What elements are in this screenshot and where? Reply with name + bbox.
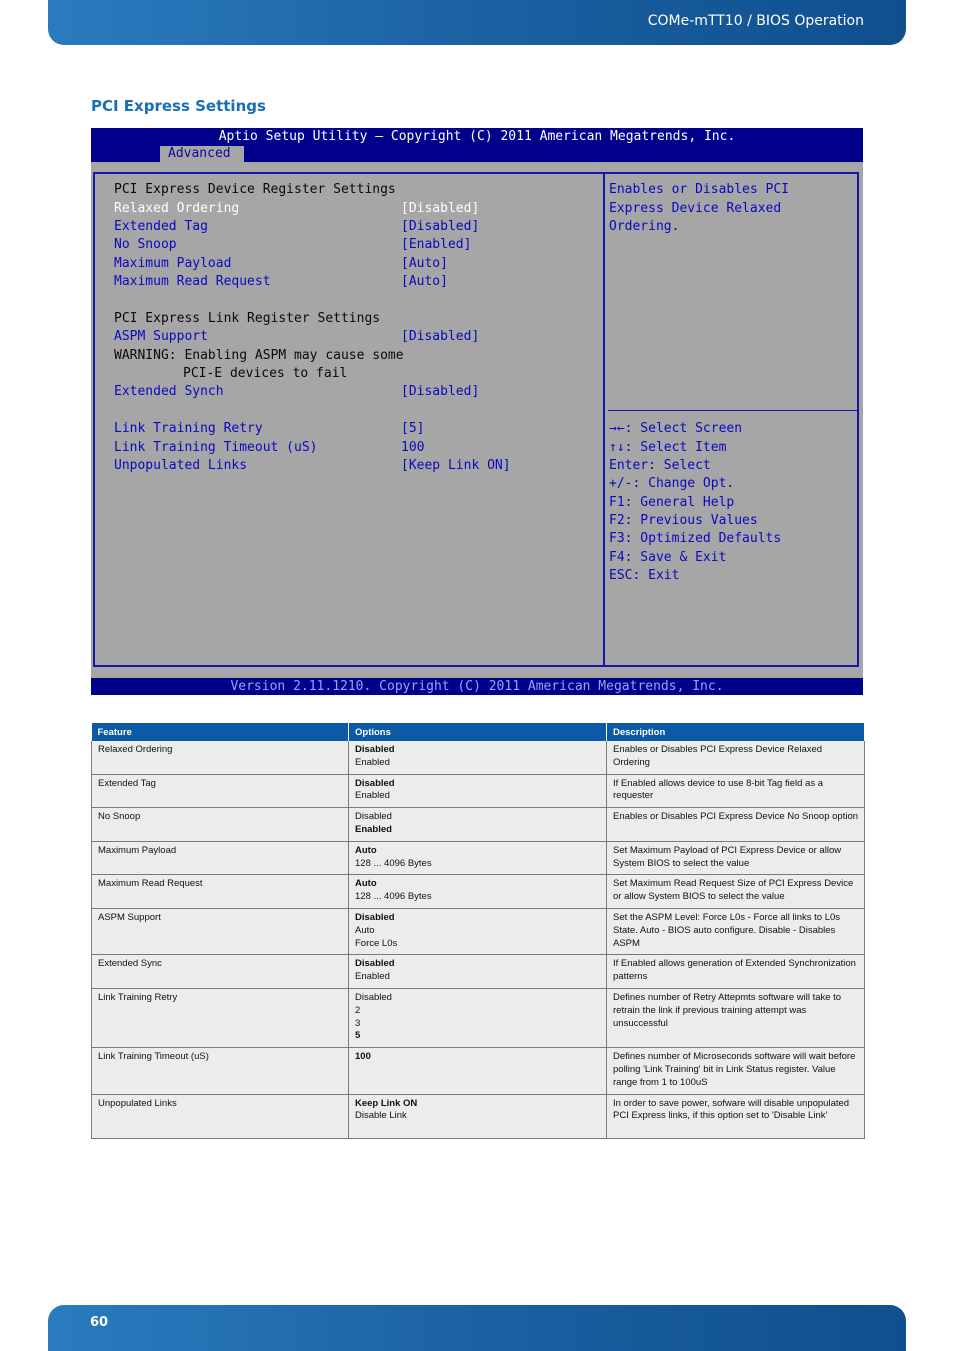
description-cell: Set Maximum Read Request Size of PCI Express Device or allow System BIOS to select the value [607, 875, 865, 909]
key-hint-f2: F2: Previous Values [609, 513, 758, 528]
feature-cell: Link Training Timeout (uS) [92, 1048, 349, 1094]
default-option: Auto [355, 878, 377, 890]
value-extended-synch[interactable]: [Disabled] [401, 384, 480, 399]
key-hint-enter: Enter: Select [609, 458, 711, 473]
default-option: Disabled [355, 911, 395, 923]
value-aspm-support[interactable]: [Disabled] [401, 329, 480, 344]
option: Disabled [355, 811, 392, 823]
value-relaxed-ordering[interactable]: [Disabled] [401, 201, 480, 216]
bios-title-bar [91, 128, 863, 162]
options-cell [349, 774, 607, 808]
key-hint-esc: ESC: Exit [609, 568, 680, 583]
help-text-line: Ordering. [609, 219, 680, 234]
value-maximum-payload[interactable]: [Auto] [401, 256, 448, 271]
options-cell [349, 741, 607, 774]
options-cell [349, 1094, 607, 1138]
option: Enabled [355, 790, 390, 802]
table-row [92, 955, 865, 989]
table-row [92, 908, 865, 954]
feature-cell: Maximum Read Request [92, 875, 349, 909]
description-cell: Set the ASPM Level: Force L0s - Force all links to L0s State. Auto - BIOS auto configure. Disable - Disables ASPM [607, 908, 865, 954]
options-cell [349, 875, 607, 909]
link-settings-heading: PCI Express Link Register Settings [114, 311, 381, 326]
bios-help-separator [608, 410, 857, 411]
tab-advanced[interactable]: Advanced [160, 146, 244, 162]
key-hint-change-opt: +/-: Change Opt. [609, 476, 735, 491]
menu-item-extended-synch[interactable]: Extended Synch [114, 384, 224, 399]
table-row [92, 875, 865, 909]
table-header-row [92, 723, 865, 741]
default-option: Auto [355, 844, 377, 856]
table-row [92, 1094, 865, 1138]
menu-item-link-training-retry[interactable]: Link Training Retry [114, 421, 263, 436]
default-option: Keep Link ON [355, 1097, 418, 1109]
default-option: Disabled [355, 958, 395, 970]
aspm-warning-line2: PCI-E devices to fail [183, 366, 348, 381]
default-option: Enabled [355, 823, 392, 835]
menu-item-extended-tag[interactable]: Extended Tag [114, 219, 208, 234]
description-cell: Defines number of Microseconds software will wait before polling 'Link Training' bit in Link Status register. Value range from 1 to 100uS [607, 1048, 865, 1094]
value-unpopulated-links[interactable]: [Keep Link ON] [401, 458, 511, 473]
feature-cell: ASPM Support [92, 908, 349, 954]
help-text-line: Enables or Disables PCI [609, 182, 790, 197]
default-option: 5 [355, 1030, 361, 1042]
column-header-description: Description [607, 723, 865, 741]
options-cell [349, 808, 607, 842]
option: Auto [355, 924, 375, 936]
feature-cell: No Snoop [92, 808, 349, 842]
column-header-options: Options [349, 723, 607, 741]
feature-table [91, 723, 865, 1139]
table-row [92, 841, 865, 875]
feature-cell: Link Training Retry [92, 988, 349, 1047]
table-row [92, 741, 865, 774]
bios-version-text: Version 2.11.1210. Copyright (C) 2011 American Megatrends, Inc. [230, 679, 724, 694]
option: Force L0s [355, 937, 398, 949]
default-option: 100 [355, 1051, 371, 1063]
options-cell [349, 841, 607, 875]
table-row [92, 1048, 865, 1094]
page-header-bar [48, 0, 906, 45]
aspm-warning-line1: WARNING: Enabling ASPM may cause some [114, 348, 404, 363]
page-number: 60 [90, 1315, 109, 1330]
description-cell: If Enabled allows generation of Extended Synchronization patterns [607, 955, 865, 989]
key-hint-select-screen: →←: Select Screen [609, 421, 743, 436]
option: Disable Link [355, 1110, 407, 1122]
value-no-snoop[interactable]: [Enabled] [401, 237, 472, 252]
header-title: COMe-mTT10 / BIOS Operation [647, 13, 864, 29]
value-link-training-timeout[interactable]: 100 [401, 440, 425, 455]
section-title: PCI Express Settings [91, 97, 266, 115]
menu-item-relaxed-ordering[interactable]: Relaxed Ordering [114, 201, 240, 216]
table-row [92, 774, 865, 808]
description-cell: In order to save power, sofware will disable unpopulated PCI Express links, if this option set to 'Disable Link' [607, 1094, 865, 1138]
option: Disabled [355, 991, 392, 1003]
feature-cell: Extended Tag [92, 774, 349, 808]
menu-item-aspm-support[interactable]: ASPM Support [114, 329, 208, 344]
column-header-feature: Feature [92, 723, 349, 741]
menu-item-unpopulated-links[interactable]: Unpopulated Links [114, 458, 248, 473]
menu-item-link-training-timeout[interactable]: Link Training Timeout (uS) [114, 440, 318, 455]
value-maximum-read-request[interactable]: [Auto] [401, 274, 448, 289]
key-hint-f4: F4: Save & Exit [609, 550, 727, 565]
description-cell: If Enabled allows device to use 8-bit Tag field as a requester [607, 774, 865, 808]
value-link-training-retry[interactable]: [5] [401, 421, 425, 436]
bios-version-bar [91, 678, 863, 695]
table-row [92, 988, 865, 1047]
option: 2 [355, 1004, 361, 1016]
feature-cell: Relaxed Ordering [92, 741, 349, 774]
options-cell [349, 988, 607, 1047]
bios-screenshot [91, 128, 863, 695]
options-cell [349, 1048, 607, 1094]
option: 128 ... 4096 Bytes [355, 857, 432, 869]
bios-title: Aptio Setup Utility – Copyright (C) 2011 American Megatrends, Inc. [218, 129, 736, 144]
default-option: Disabled [355, 744, 395, 755]
feature-cell: Unpopulated Links [92, 1094, 349, 1138]
device-settings-heading: PCI Express Device Register Settings [114, 182, 396, 197]
key-hint-select-item: ↑↓: Select Item [609, 440, 727, 455]
value-extended-tag[interactable]: [Disabled] [401, 219, 480, 234]
page-footer-bar [48, 1305, 906, 1351]
description-cell: Enables or Disables PCI Express Device Relaxed Ordering [607, 741, 865, 774]
table-row [92, 808, 865, 842]
option: 128 ... 4096 Bytes [355, 891, 432, 903]
bios-panel-divider [603, 172, 605, 667]
menu-item-maximum-payload[interactable]: Maximum Payload [114, 256, 232, 271]
default-option: Disabled [355, 777, 395, 789]
option: 3 [355, 1017, 361, 1029]
feature-table-body [92, 741, 865, 1138]
menu-item-no-snoop[interactable]: No Snoop [114, 237, 177, 252]
key-hint-f3: F3: Optimized Defaults [609, 531, 782, 546]
description-cell: Defines number of Retry Attepmts software will take to retrain the link if previous training attempt was unsuccessful [607, 988, 865, 1047]
option: Enabled [355, 756, 390, 768]
options-cell [349, 908, 607, 954]
feature-cell: Maximum Payload [92, 841, 349, 875]
options-cell [349, 955, 607, 989]
menu-item-maximum-read-request[interactable]: Maximum Read Request [114, 274, 271, 289]
description-cell: Enables or Disables PCI Express Device No Snoop option [607, 808, 865, 842]
feature-cell: Extended Sync [92, 955, 349, 989]
key-hint-f1: F1: General Help [609, 495, 735, 510]
option: Enabled [355, 971, 390, 983]
help-text-line: Express Device Relaxed [609, 201, 782, 216]
description-cell: Set Maximum Payload of PCI Express Device or allow System BIOS to select the value [607, 841, 865, 875]
